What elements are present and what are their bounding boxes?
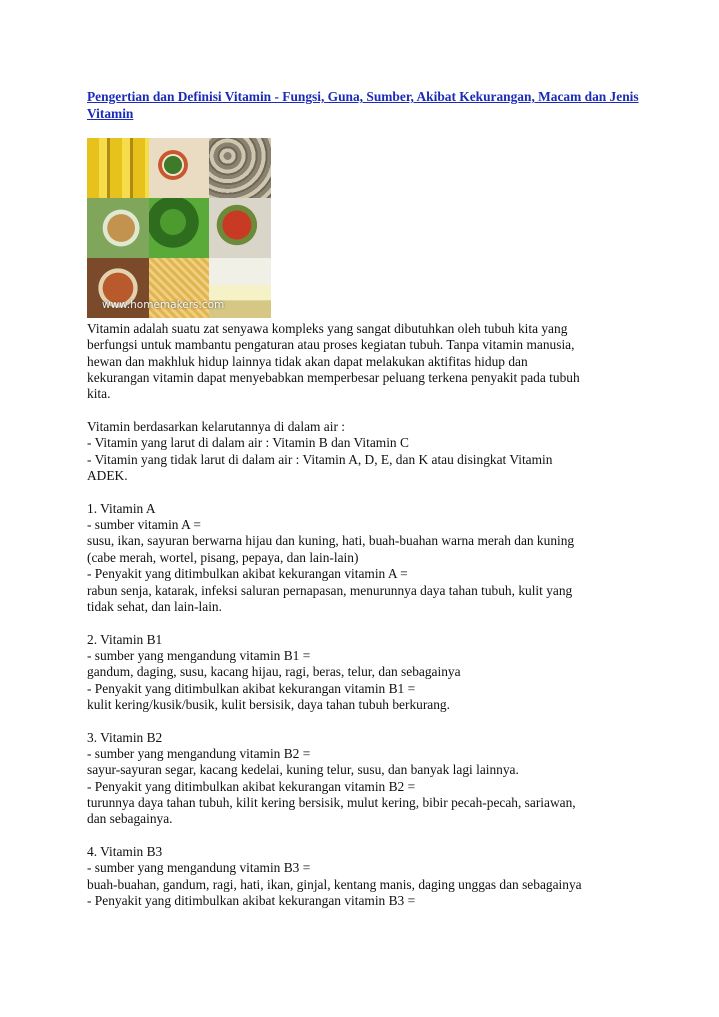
stuffed-peppers-image	[209, 198, 271, 258]
paragraph	[87, 321, 647, 403]
paragraph	[87, 730, 647, 828]
text-line: Vitamin adalah suatu zat senyawa kompleks yang sangat dibutuhkan oleh tubuh kita yang	[87, 321, 568, 336]
text-line: - sumber yang mengandung vitamin B1 =	[87, 647, 311, 663]
paragraph	[87, 632, 647, 714]
text-line: - Penyakit yang ditimbulkan akibat kekurangan vitamin A =	[87, 566, 408, 582]
paragraph	[87, 844, 647, 909]
text-line: rabun senja, katarak, infeksi saluran pernapasan, menurunnya daya tahan tubuh, kulit yang	[87, 582, 573, 598]
text-line: - sumber yang mengandung vitamin B3 =	[87, 860, 311, 876]
text-line: kita.	[87, 386, 111, 402]
text-line: - Penyakit yang ditimbulkan akibat kekurangan vitamin B3 =	[87, 893, 416, 909]
text-line: 1. Vitamin A	[87, 500, 156, 516]
text-line: buah-buahan, gandum, ragi, hati, ikan, ginjal, kentang manis, daging unggas dan sebagainya	[87, 876, 582, 892]
text-line: turunnya daya tahan tubuh, kilit kering bersisik, mulut kering, bibir pecah-pecah, sariawan,	[87, 794, 576, 810]
text-line: - Penyakit yang ditimbulkan akibat kekurangan vitamin B1 =	[87, 680, 416, 696]
image-watermark: www.homemakers.com	[102, 299, 225, 311]
sunflower-seeds-image	[209, 138, 271, 198]
paragraph	[87, 419, 647, 484]
text-line: Vitamin berdasarkan kelarutannya di dalam air :	[87, 419, 345, 435]
salad-image	[149, 138, 209, 198]
spinach-image	[149, 198, 209, 258]
text-line: susu, ikan, sayuran berwarna hijau dan kuning, hati, buah-buahan warna merah dan kuning	[87, 533, 575, 549]
text-line: - Penyakit yang ditimbulkan akibat kekurangan vitamin B2 =	[87, 778, 416, 794]
text-line: kulit kering/kusik/busik, kulit bersisik, daya tahan tubuh berkurang.	[87, 696, 450, 712]
article-title-link[interactable]: Pengertian dan Definisi Vitamin - Fungsi, Guna, Sumber, Akibat Kekurangan, Macam dan Jenis Vitamin	[87, 89, 639, 121]
text-line: dan sebagainya.	[87, 811, 173, 827]
text-line: - Vitamin yang larut di dalam air : Vitamin B dan Vitamin C	[87, 435, 409, 451]
text-line: 3. Vitamin B2	[87, 729, 163, 745]
bananas-image	[87, 138, 149, 198]
article-body	[87, 321, 647, 926]
text-line: (cabe merah, wortel, pisang, pepaya, dan lain-lain)	[87, 549, 359, 565]
text-line: kekurangan vitamin dapat menyebabkan memperbesar peluang terkena penyakit pada tubuh	[87, 370, 580, 386]
vitamin-food-collage-image	[87, 138, 271, 318]
text-line: ADEK.	[87, 468, 128, 484]
grain-dish-image	[87, 198, 149, 258]
text-line: 2. Vitamin B1	[87, 631, 163, 647]
text-line: berfungsi untuk mambantu pengaturan atau proses kegiatan tubuh. Tanpa vitamin manusia,	[87, 337, 575, 353]
text-line: tidak sehat, dan lain-lain.	[87, 598, 222, 614]
text-line: - Vitamin yang tidak larut di dalam air : Vitamin A, D, E, dan K atau disingkat Vitamin	[87, 451, 553, 467]
text-line: gandum, daging, susu, kacang hijau, ragi, beras, telur, dan sebagainya	[87, 664, 461, 680]
text-line: sayur-sayuran segar, kacang kedelai, kuning telur, susu, dan banyak lagi lainnya.	[87, 762, 519, 778]
text-line: - sumber yang mengandung vitamin B2 =	[87, 745, 311, 761]
text-line: 4. Vitamin B3	[87, 844, 163, 859]
paragraph	[87, 501, 647, 615]
text-line: - sumber vitamin A =	[87, 517, 201, 533]
text-line: hewan dan makhluk hidup lainnya tidak akan dapat melakukan aktifitas hidup dan	[87, 353, 528, 369]
